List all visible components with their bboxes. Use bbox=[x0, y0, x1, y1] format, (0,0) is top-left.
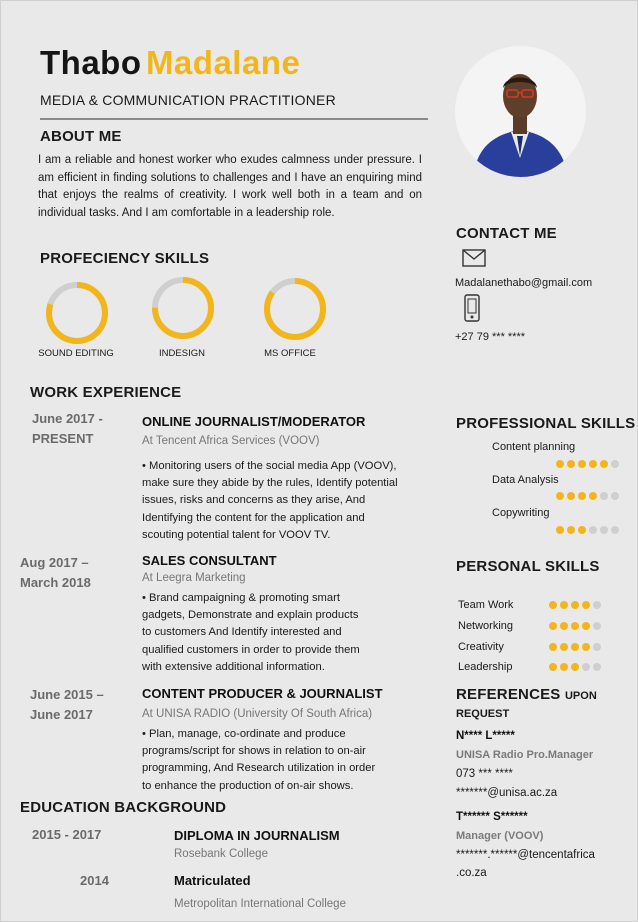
proficiency-label: INDESIGN bbox=[159, 348, 205, 359]
personal-skill-label: Creativity bbox=[458, 641, 504, 653]
professional-heading: PROFESSIONAL SKILLS bbox=[456, 415, 636, 432]
education-school: Metropolitan International College bbox=[174, 898, 346, 910]
rating-dot-filled bbox=[578, 460, 586, 468]
first-name: Thabo bbox=[40, 44, 142, 81]
rating-dot-empty bbox=[593, 601, 601, 609]
rating-dot-filled bbox=[560, 643, 568, 651]
rating-dot-filled bbox=[582, 622, 590, 630]
job-desc-line: qualified customers in order to provide them bbox=[142, 643, 360, 656]
profile-photo bbox=[455, 46, 586, 177]
proficiency-label: SOUND EDITING bbox=[38, 348, 114, 359]
phone-icon bbox=[463, 294, 481, 322]
proficiency-ring bbox=[150, 275, 216, 341]
rating-dot-filled bbox=[549, 601, 557, 609]
job-company: At Tencent Africa Services (VOOV) bbox=[142, 435, 320, 447]
education-date: 2014 bbox=[80, 873, 109, 888]
job-date-end: June 2017 bbox=[30, 707, 93, 722]
rating-dot-filled bbox=[560, 601, 568, 609]
education-title: DIPLOMA IN JOURNALISM bbox=[174, 828, 340, 843]
rating-dot-filled bbox=[578, 526, 586, 534]
rating-dot-filled bbox=[567, 526, 575, 534]
job-company: At Leegra Marketing bbox=[142, 572, 246, 584]
rating-dot-empty bbox=[593, 663, 601, 671]
last-name: Madalane bbox=[145, 44, 301, 81]
job-date-start: June 2017 - bbox=[32, 411, 103, 426]
job-description bbox=[142, 458, 452, 544]
rating-dot-empty bbox=[600, 492, 608, 500]
job-title: ONLINE JOURNALIST/MODERATOR bbox=[142, 414, 366, 429]
job-desc-line: to enhance the production of on-air shows. bbox=[142, 779, 354, 792]
job-date bbox=[32, 409, 103, 449]
references-heading-line2: REQUEST bbox=[456, 708, 510, 720]
personal-skill-label: Networking bbox=[458, 620, 514, 632]
personal-skill-rating bbox=[549, 643, 601, 651]
job-date-end: March 2018 bbox=[20, 575, 91, 590]
proficiency-ring bbox=[44, 280, 110, 346]
job-date-end: PRESENT bbox=[32, 431, 94, 446]
job-desc-line: issues, risks and concerns as they arise, And bbox=[142, 494, 366, 507]
rating-dot-empty bbox=[593, 643, 601, 651]
proficiency-ring bbox=[262, 276, 328, 342]
education-date: 2015 - 2017 bbox=[32, 827, 102, 842]
personal-skill-rating bbox=[549, 663, 601, 671]
rating-dot-filled bbox=[571, 663, 579, 671]
rating-dot-filled bbox=[571, 601, 579, 609]
personal-skill-rating bbox=[549, 601, 601, 609]
reference-role: UNISA Radio Pro.Manager bbox=[456, 749, 594, 761]
rating-dot-filled bbox=[556, 526, 564, 534]
job-desc-line: • Plan, manage, co-ordinate and produce bbox=[142, 728, 346, 740]
job-description bbox=[142, 590, 412, 676]
rating-dot-empty bbox=[611, 460, 619, 468]
rating-dot-empty bbox=[611, 526, 619, 534]
header-rule bbox=[40, 118, 428, 120]
reference-name: T****** S****** bbox=[456, 811, 528, 823]
personal-skill-label: Leadership bbox=[458, 661, 513, 673]
job-desc-line: with extensive additional information. bbox=[142, 660, 325, 673]
professional-skill-rating bbox=[556, 526, 619, 534]
personal-heading: PERSONAL SKILLS bbox=[456, 558, 600, 575]
rating-dot-filled bbox=[582, 643, 590, 651]
contact-phone[interactable]: +27 79 *** **** bbox=[455, 331, 526, 343]
job-date-start: June 2015 – bbox=[30, 687, 104, 702]
rating-dot-filled bbox=[571, 643, 579, 651]
rating-dot-empty bbox=[589, 526, 597, 534]
personal-skill-rating bbox=[549, 622, 601, 630]
professional-skill-rating bbox=[556, 492, 619, 500]
job-title-subheading: MEDIA & COMMUNICATION PRACTITIONER bbox=[40, 92, 336, 108]
professional-skill-label: Data Analysis bbox=[492, 474, 559, 486]
rating-dot-filled bbox=[578, 492, 586, 500]
work-heading: WORK EXPERIENCE bbox=[30, 384, 182, 401]
job-title: SALES CONSULTANT bbox=[142, 553, 277, 568]
rating-dot-filled bbox=[600, 460, 608, 468]
professional-skill-label: Copywriting bbox=[492, 507, 550, 519]
job-desc-line: • Monitoring users of the social media App (VOOV), bbox=[142, 460, 397, 472]
rating-dot-filled bbox=[567, 492, 575, 500]
references-heading bbox=[456, 686, 597, 704]
about-text: I am a reliable and honest worker who exudes calmness under pressure. I am efficient in finding solutions to challenges and I have an enquiring mind that enjoys the realms of creativity. I work well both in a team and on individual tasks. And I am comfortable in a leadership role. bbox=[38, 154, 422, 219]
rating-dot-filled bbox=[589, 492, 597, 500]
job-desc-line: Identifying the content for the application and bbox=[142, 511, 365, 524]
envelope-icon bbox=[462, 249, 486, 267]
rating-dot-filled bbox=[549, 663, 557, 671]
proficiency-heading: PROFECIENCY SKILLS bbox=[40, 250, 210, 267]
reference-phone[interactable]: 073 *** **** bbox=[456, 768, 513, 780]
job-desc-line: make sure they abide by the rules, Identify potential bbox=[142, 477, 398, 490]
education-heading: EDUCATION BACKGROUND bbox=[20, 799, 227, 816]
reference-email[interactable]: *******@unisa.ac.za bbox=[456, 787, 558, 799]
job-desc-line: programs/script for shows in relation to on-air bbox=[142, 745, 366, 758]
rating-dot-empty bbox=[600, 526, 608, 534]
reference-email[interactable]: *******.******@tencentafrica bbox=[456, 849, 595, 861]
job-desc-line: gadgets, Demonstrate and explain products bbox=[142, 609, 359, 622]
job-desc-line: programming, And Research utilization in order bbox=[142, 762, 376, 775]
professional-skill-rating bbox=[556, 460, 619, 468]
rating-dot-filled bbox=[560, 622, 568, 630]
personal-skill-label: Team Work bbox=[458, 599, 514, 611]
professional-skill-label: Content planning bbox=[492, 441, 576, 453]
rating-dot-filled bbox=[549, 622, 557, 630]
rating-dot-filled bbox=[549, 643, 557, 651]
rating-dot-filled bbox=[582, 601, 590, 609]
job-company: At UNISA RADIO (University Of South Africa) bbox=[142, 708, 373, 720]
rating-dot-filled bbox=[556, 492, 564, 500]
reference-name: N**** L***** bbox=[456, 730, 515, 742]
about-heading: ABOUT ME bbox=[40, 128, 122, 145]
rating-dot-empty bbox=[593, 622, 601, 630]
rating-dot-filled bbox=[567, 460, 575, 468]
job-date bbox=[20, 553, 91, 593]
rating-dot-empty bbox=[611, 492, 619, 500]
contact-email[interactable]: Madalanethabo@gmail.com bbox=[455, 277, 593, 289]
name-heading bbox=[40, 44, 300, 82]
job-date-start: Aug 2017 – bbox=[20, 555, 89, 570]
rating-dot-filled bbox=[560, 663, 568, 671]
education-title: Matriculated bbox=[174, 873, 251, 888]
reference-role: Manager (VOOV) bbox=[456, 830, 544, 842]
job-description bbox=[142, 726, 442, 795]
rating-dot-filled bbox=[556, 460, 564, 468]
job-title: CONTENT PRODUCER & JOURNALIST bbox=[142, 686, 383, 701]
job-desc-line: scouting potential talent for VOOV TV. bbox=[142, 528, 331, 541]
references-heading-small: UPON bbox=[564, 690, 597, 702]
rating-dot-filled bbox=[571, 622, 579, 630]
rating-dot-empty bbox=[582, 663, 590, 671]
job-date bbox=[30, 685, 104, 725]
education-school: Rosebank College bbox=[174, 848, 268, 860]
reference-email-cont[interactable]: .co.za bbox=[456, 867, 487, 879]
contact-heading: CONTACT ME bbox=[456, 225, 557, 242]
proficiency-label: MS OFFICE bbox=[264, 348, 316, 359]
references-heading-main: REFERENCES bbox=[456, 686, 561, 703]
job-desc-line: to customers And Identify interested and bbox=[142, 626, 342, 639]
job-desc-line: • Brand campaigning & promoting smart bbox=[142, 592, 340, 604]
rating-dot-filled bbox=[589, 460, 597, 468]
